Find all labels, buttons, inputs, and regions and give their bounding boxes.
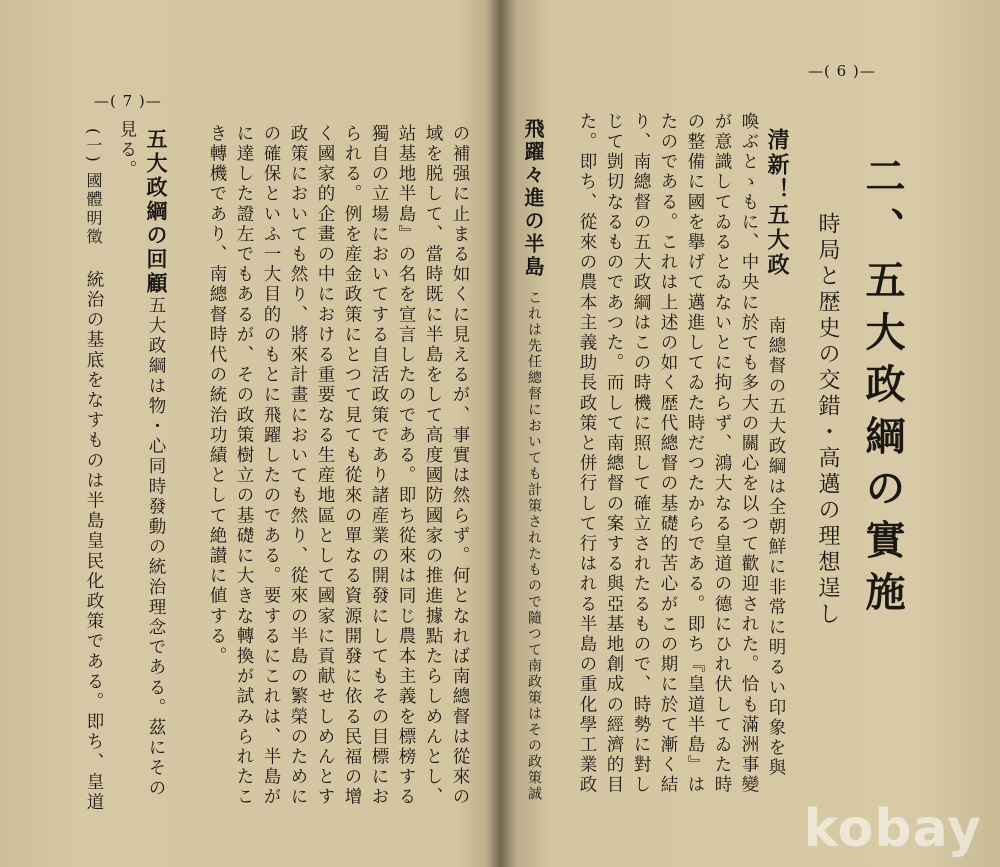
left-para1-line9: に達した證左でもあるが、その政策樹立の基礎に大きな轉換が試みられたこ xyxy=(234,124,254,808)
left-para1-line2: 域を脱して、當時既に半島をして高度國防國家の推進據點たらしめんとし、 xyxy=(423,124,443,808)
section-heading-seishin: 清新！五大政 xyxy=(764,128,789,278)
left-para1-line4: 獨自の立場においてする自活政策であり諸産業の開發にしてもその目標にお xyxy=(369,124,389,808)
left-para1-line8: の確保といふ一大目的のもとに飛躍したのである。要するにこれは、半島が xyxy=(261,124,281,808)
section-heading-kaiko: 五大政綱の回顧 xyxy=(144,128,168,296)
left-heading-para: 五大政綱は物・心同時發動の統治理念である。茲にその xyxy=(146,296,166,799)
right-para1-line6: り、南總督の五大政綱はこの時機に照して確立されたるもので、時勢に對し xyxy=(631,112,651,796)
right-para1-line4: の整備に國を擧げて邁進してゐた時だつたからである。即ち『皇道半島』は xyxy=(685,112,705,796)
right-page xyxy=(502,0,1000,867)
left-para1-line1: の補强に止まる如くに見えるが、事實は然らず。何となれば南總督は從來の xyxy=(450,124,470,808)
left-para1-line5: られる。例を産金政策にとつて見ても從來の單なる資源開發に依る民福の增 xyxy=(342,124,362,808)
section-heading-hiyaku: 飛躍々進の半島 xyxy=(521,118,545,279)
left-para1-line7: 政策においても然り、將來計畫においても然り、從來の半島の繁榮のために xyxy=(288,124,308,808)
left-page xyxy=(0,0,498,867)
right-para1-line8: た。即ち、從來の農本主義助長政策と併行して行はれる半島の重化學工業政 xyxy=(577,112,597,796)
item1-label: (一) 國體明徵 xyxy=(84,128,103,247)
right-para1-line1: 南總督の五大政綱は全朝鮮に非常に明るい印象を與 xyxy=(766,316,786,779)
left-para1-line10: き轉機であり、南總督時代の統治功績として絶讃に値する。 xyxy=(207,124,227,667)
page-number-6: —( 6 )— xyxy=(808,62,876,80)
right-para2: これは先任總督においても計策されたもので隨つて南政策はその政策誠 xyxy=(526,290,542,802)
watermark-text: kobay xyxy=(803,799,982,859)
page-number-7: —( 7 )— xyxy=(94,92,162,110)
chapter-subtitle: 時局と歴史の交錯・高邁の理想逞し xyxy=(815,212,840,628)
left-para1-line6: く國家的企畫の中における重要なる生産地區として國家に貢献せしめんとす xyxy=(315,124,335,808)
book-spine-shadow xyxy=(486,0,516,867)
right-para1-line5: たのである。これは上述の如く歴代總督の基礎的苦心がこの期に於て漸く結 xyxy=(658,112,678,796)
item1-text: 統治の基底をなすものは半島皇民化政策である。即ち、皇道 xyxy=(84,270,104,813)
right-para1-line7: じて剴切なるものであつた。而して南總督の案する與亞基地創成の經濟的目 xyxy=(604,112,624,796)
right-para1-line2: 喚ぶとゝもに、中央に於ても多大の關心を以つて歡迎された。恰も滿洲事變 xyxy=(739,112,759,796)
right-para1-line3: が意識してゐるとゐないとに拘らず、鴻大なる皇道の德にひれ伏してゐた時 xyxy=(712,112,732,796)
left-para1-end: 見る。 xyxy=(117,120,137,181)
left-para1-line3: 站基地半島』の名を宣言したのである。即ち從來は同じ農本主義を標榜する xyxy=(396,124,416,808)
chapter-title: 二、五大政綱の實施 xyxy=(859,155,905,623)
